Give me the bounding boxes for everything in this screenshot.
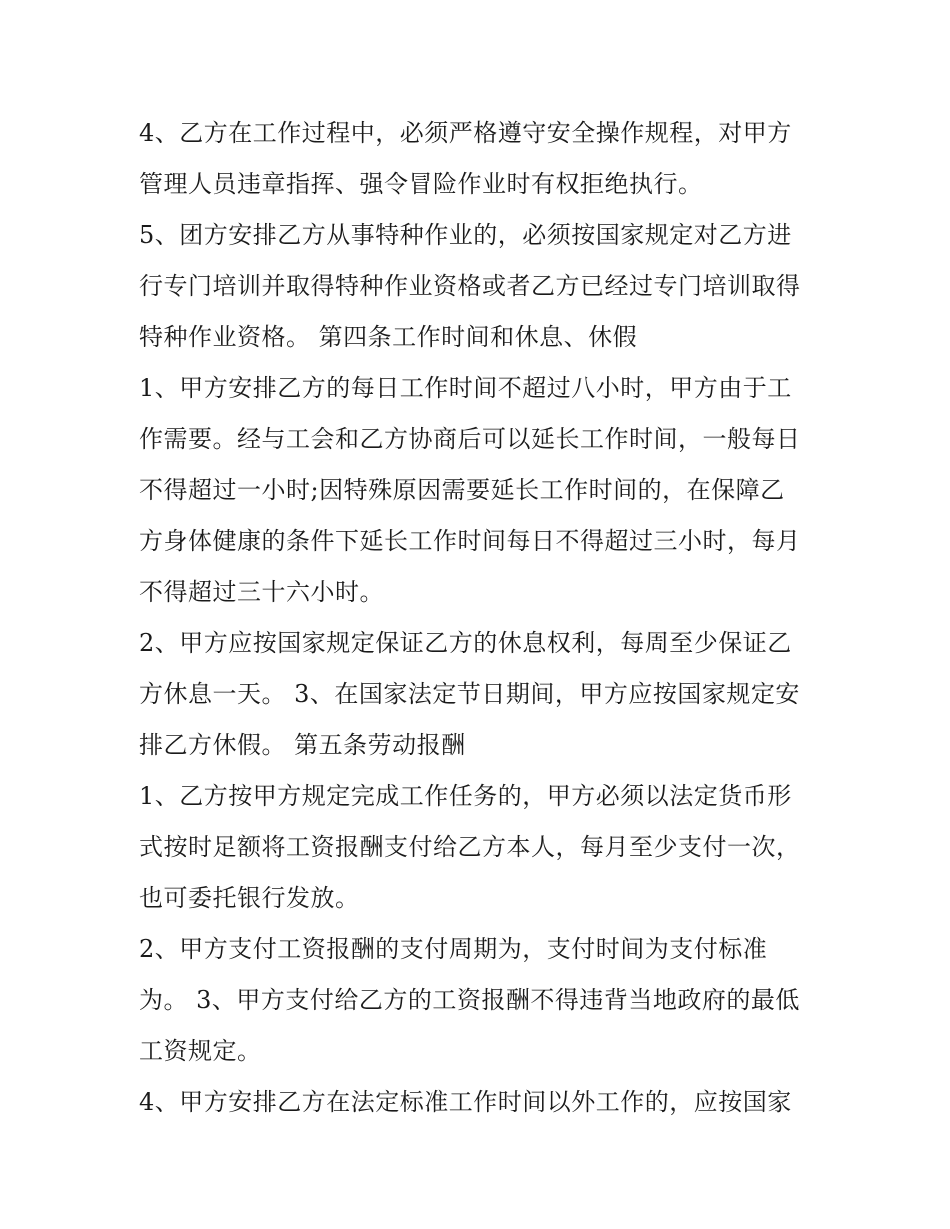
text-line: 不得超过三十六小时。	[139, 578, 384, 606]
text-line: 式按时足额将工资报酬支付给乙方本人，每月至少支付一次，	[139, 833, 801, 861]
text-line: 管理人员违章指挥、强令冒险作业时有权拒绝执行。	[139, 170, 703, 198]
text-line: 方休息一天。 3、在国家法定节日期间，甲方应按国家规定安	[139, 680, 800, 708]
text-line: 行专门培训并取得特种作业资格或者乙方已经过专门培训取得	[139, 272, 801, 300]
paragraph-rest-rights	[139, 618, 819, 771]
text-line: 方身体健康的条件下延长工作时间每日不得超过三小时，每月	[139, 527, 801, 555]
text-line: 也可委托银行发放。	[139, 884, 360, 912]
text-line: 为。 3、甲方支付给乙方的工资报酬不得违背当地政府的最低	[139, 986, 800, 1014]
paragraph-safety-rules	[139, 108, 819, 210]
text-line: 1、乙方按甲方规定完成工作任务的，甲方必须以法定货币形	[139, 782, 792, 810]
paragraph-working-hours	[139, 363, 819, 618]
text-line: 2、甲方支付工资报酬的支付周期为，支付时间为支付标准	[139, 935, 768, 963]
paragraph-overtime	[139, 1077, 819, 1128]
text-line: 不得超过一小时;因特殊原因需要延长工作时间的，在保障乙	[139, 476, 785, 504]
document-body	[139, 108, 819, 1128]
text-line: 工资规定。	[139, 1037, 262, 1065]
text-line: 特种作业资格。 第四条工作时间和休息、休假	[139, 323, 638, 351]
paragraph-special-operations	[139, 210, 819, 363]
paragraph-payment	[139, 771, 819, 924]
paragraph-payment-cycle	[139, 924, 819, 1077]
text-line: 4、乙方在工作过程中，必须严格遵守安全操作规程，对甲方	[139, 119, 792, 147]
text-line: 排乙方休假。 第五条劳动报酬	[139, 731, 466, 759]
text-line: 2、甲方应按国家规定保证乙方的休息权利，每周至少保证乙	[139, 629, 792, 657]
text-line: 5、团方安排乙方从事特种作业的，必须按国家规定对乙方进	[139, 221, 792, 249]
text-line: 1、甲方安排乙方的每日工作时间不超过八小时，甲方由于工	[139, 374, 792, 402]
text-line: 4、甲方安排乙方在法定标准工作时间以外工作的，应按国家	[139, 1088, 792, 1116]
text-line: 作需要。经与工会和乙方协商后可以延长工作时间，一般每日	[139, 425, 801, 453]
